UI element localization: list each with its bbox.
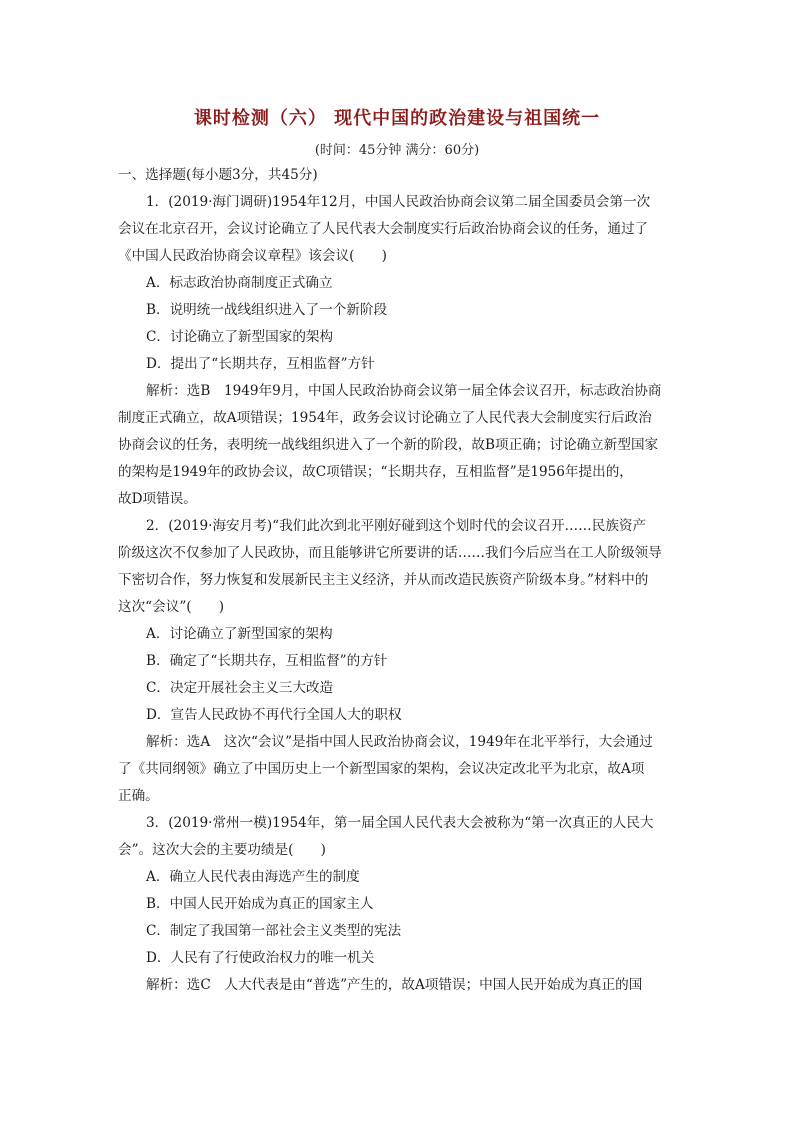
q2-option-d: D．宣告人民政协不再代行全国人大的职权 bbox=[146, 707, 402, 723]
q2-stem-line-4: 这次“会议”( ) bbox=[118, 599, 225, 615]
page-title: 课时检测（六） 现代中国的政治建设与祖国统一 bbox=[193, 108, 601, 129]
q3-option-b: B．中国人民开始成为真正的国家主人 bbox=[146, 896, 374, 912]
document-body bbox=[118, 162, 678, 999]
q1-stem-line-1: 1．(2019·海门调研)1954年12月，中国人民政治协商会议第二届全国委员会第一次 bbox=[146, 194, 651, 210]
q1-analysis-line-2: 制度正式确立，故A项错误；1954年，政务会议讨论确立了人民代表大会制度实行后政治 bbox=[118, 410, 652, 426]
q3-stem-line-1: 3．(2019·常州一模)1954年，第一届全国人民代表大会被称为“第一次真正的人民大 bbox=[146, 815, 654, 831]
q2-analysis-line-1: 解析：选A 这次“会议”是指中国人民政治协商会议，1949年在北平举行，大会通过 bbox=[146, 734, 653, 750]
q1-option-d: D．提出了“长期共存，互相监督”方针 bbox=[146, 356, 375, 372]
q2-analysis-line-3: 正确。 bbox=[118, 788, 159, 804]
q3-stem-line-2: 会”。这次大会的主要功绩是( ) bbox=[118, 842, 326, 858]
q2-stem-line-3: 下密切合作，努力恢复和发展新民主主义经济，并从而改造民族资产阶级本身。”材料中的 bbox=[118, 572, 649, 588]
q1-option-b: B．说明统一战线组织进入了一个新阶段 bbox=[146, 302, 388, 318]
q1-analysis-line-1: 解析：选B 1949年9月，中国人民政治协商会议第一届全体会议召开，标志政治协商 bbox=[146, 383, 662, 399]
q1-option-a: A．标志政治协商制度正式确立 bbox=[146, 275, 333, 291]
q3-option-d: D．人民有了行使政治权力的唯一机关 bbox=[146, 950, 375, 966]
q2-option-a: A．讨论确立了新型国家的架构 bbox=[146, 626, 333, 642]
q1-analysis-line-5: 故D项错误。 bbox=[118, 491, 197, 507]
q3-analysis-line-1: 解析：选C 人大代表是由“普选”产生的，故A项错误；中国人民开始成为真正的国 bbox=[146, 977, 643, 993]
q1-stem-line-3: 《中国人民政治协商会议章程》该会议( ) bbox=[118, 248, 387, 264]
q2-stem-line-2: 阶级这次不仅参加了人民政协，而且能够讲它所要讲的话……我们今后应当在工人阶级领导 bbox=[118, 545, 662, 561]
q3-option-a: A．确立人民代表由海选产生的制度 bbox=[146, 869, 360, 885]
q2-analysis-line-2: 了《共同纲领》确立了中国历史上一个新型国家的架构，会议决定改北平为北京，故A项 bbox=[118, 761, 645, 777]
q1-analysis-line-4: 的架构是1949年的政协会议，故C项错误；“长期共存，互相监督”是1956年提出的， bbox=[118, 464, 633, 480]
q1-stem-line-2: 会议在北京召开，会议讨论确立了人民代表大会制度实行后政治协商会议的任务，通过了 bbox=[118, 221, 649, 237]
q3-option-c: C．制定了我国第一部社会主义类型的宪法 bbox=[146, 923, 402, 939]
q2-option-b: B．确定了“长期共存，互相监督”的方针 bbox=[146, 653, 388, 669]
q2-option-c: C．决定开展社会主义三大改造 bbox=[146, 680, 334, 696]
q1-option-c: C．讨论确立了新型国家的架构 bbox=[146, 329, 334, 345]
q1-analysis-line-3: 协商会议的任务，表明统一战线组织进入了一个新的阶段，故B项正确；讨论确立新型国家 bbox=[118, 437, 659, 453]
page-subtitle: (时间：45分钟 满分：60分) bbox=[314, 143, 480, 158]
q2-stem-line-1: 2．(2019·海安月考)“我们此次到北平刚好碰到这个划时代的会议召开……民族资产 bbox=[146, 518, 647, 534]
section-heading: 一、选择题(每小题3分，共45分) bbox=[118, 167, 318, 183]
